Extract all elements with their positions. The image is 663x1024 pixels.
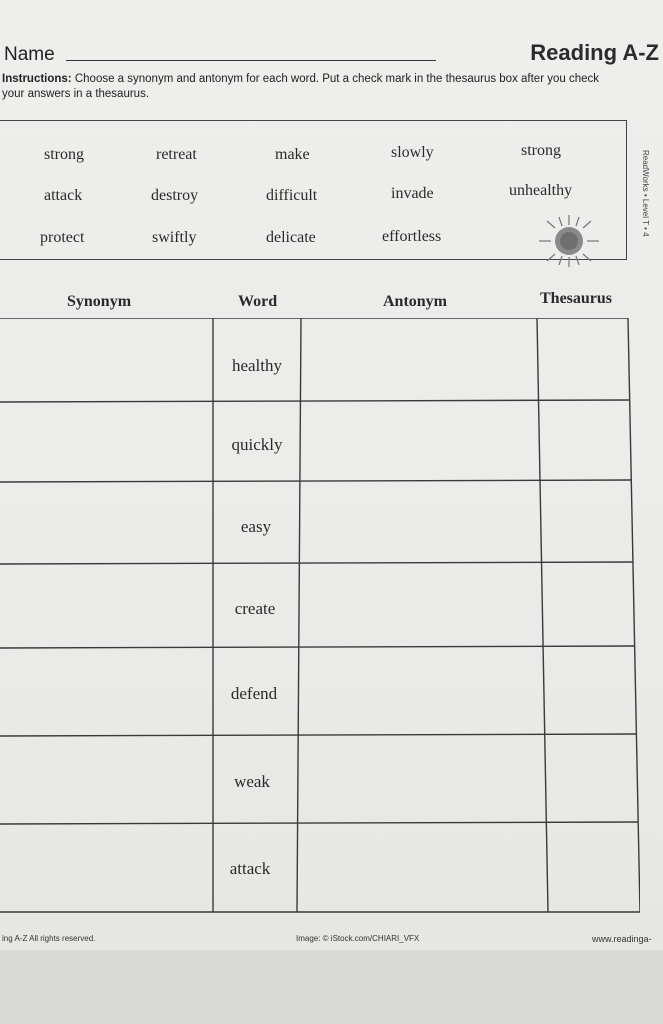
word-bank-word: effortless bbox=[382, 228, 442, 245]
name-line[interactable] bbox=[66, 60, 436, 61]
instructions-label: Instructions: bbox=[2, 73, 72, 85]
word-bank-word: retreat bbox=[156, 146, 197, 163]
instructions-text: Choose a synonym and antonym for each word. Put a check mark in the thesaurus box after you check your answers in a thesaurus. bbox=[2, 73, 600, 100]
table-word-cell: create bbox=[234, 599, 276, 618]
footer-website: www.readinga- bbox=[592, 934, 652, 944]
answer-table-grid bbox=[0, 318, 640, 914]
word-bank-word: delicate bbox=[266, 229, 316, 246]
word-bank-word: unhealthy bbox=[509, 182, 573, 199]
footer-copyright: ing A-Z All rights reserved. bbox=[2, 934, 96, 943]
word-bank-word: invade bbox=[391, 185, 434, 202]
name-label: Name bbox=[4, 44, 55, 65]
header-word: Word bbox=[238, 293, 278, 310]
table-word-cell: attack bbox=[229, 859, 271, 878]
word-bank-word: strong bbox=[44, 146, 84, 163]
word-bank-word: swiftly bbox=[152, 229, 197, 246]
header-thesaurus: Thesaurus bbox=[540, 290, 613, 307]
name-row bbox=[4, 40, 659, 70]
brand-logo: Reading A-Z bbox=[530, 40, 659, 65]
table-word-cell: healthy bbox=[231, 356, 283, 375]
word-bank-word: protect bbox=[40, 229, 85, 246]
word-bank-word: slowly bbox=[391, 144, 434, 161]
word-bank-word: difficult bbox=[266, 187, 318, 204]
decorative-sun-icon bbox=[535, 213, 603, 269]
word-bank-word: attack bbox=[44, 187, 83, 204]
word-bank-word: destroy bbox=[151, 187, 199, 204]
table-word-cell: quickly bbox=[231, 435, 283, 454]
word-bank-word: strong bbox=[521, 142, 561, 159]
table-word-cell: defend bbox=[230, 684, 278, 703]
word-bank-word: make bbox=[275, 146, 310, 163]
footer-image-credit: Image: © iStock.com/CHIARI_VFX bbox=[296, 934, 420, 943]
instructions bbox=[2, 72, 622, 102]
header-synonym: Synonym bbox=[67, 293, 132, 310]
header-antonym: Antonym bbox=[383, 293, 448, 310]
table-word-cell: weak bbox=[234, 772, 270, 791]
side-level-text: ReadWorks • Level T • 4 bbox=[641, 150, 650, 237]
table-word-cell: easy bbox=[240, 517, 272, 536]
